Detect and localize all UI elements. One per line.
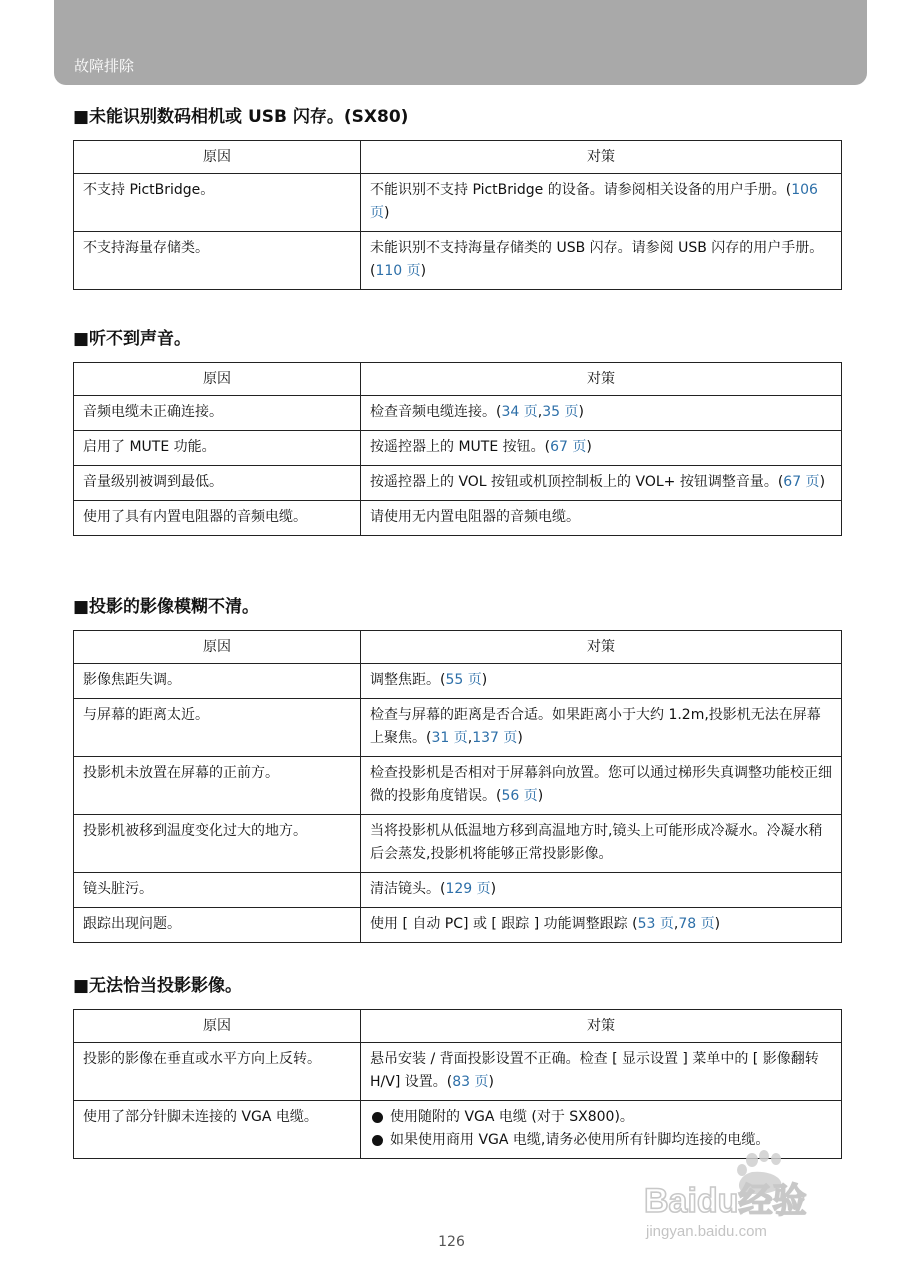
section-title: ■未能识别数码相机或 USB 闪存。(SX80) (73, 107, 409, 127)
section-no-sound (73, 326, 842, 536)
page-link[interactable]: 34 页 (501, 404, 538, 420)
baidu-watermark (640, 1150, 860, 1245)
header-cause: 原因 (74, 1010, 361, 1043)
cause-cell: 跟踪出现问题。 (74, 908, 361, 943)
page-link[interactable]: 53 页 (637, 916, 674, 932)
bullet-list (370, 1106, 833, 1152)
cause-cell: 不支持海量存储类。 (74, 232, 361, 290)
page-link[interactable]: 106 页 (370, 182, 818, 221)
table-row (74, 815, 842, 873)
page-link[interactable]: 67 页 (783, 474, 820, 490)
page-link[interactable]: 78 页 (678, 916, 715, 932)
table-row (74, 396, 842, 431)
header-action: 对策 (361, 363, 842, 396)
table-row (74, 1043, 842, 1101)
page-link[interactable]: 129 页 (445, 881, 491, 897)
page-link[interactable]: 110 页 (375, 263, 421, 279)
section-improper-projection (73, 973, 842, 1159)
table-row (74, 174, 842, 232)
cause-cell: 投影的影像在垂直或水平方向上反转。 (74, 1043, 361, 1101)
action-cell: 清洁镜头。(129 页) (361, 873, 842, 908)
action-cell: 调整焦距。(55 页) (361, 664, 842, 699)
action-cell: 检查与屏幕的距离是否合适。如果距离小于大约 1.2m,投影机无法在屏幕上聚焦。(31 页,137 页) (361, 699, 842, 757)
table-row (74, 908, 842, 943)
cause-cell: 不支持 PictBridge。 (74, 174, 361, 232)
section-blurry (73, 594, 842, 943)
troubleshoot-table (73, 1009, 842, 1159)
cause-cell: 投影机被移到温度变化过大的地方。 (74, 815, 361, 873)
table-row (74, 466, 842, 501)
page-link[interactable]: 137 页 (472, 730, 518, 746)
action-cell: 检查音频电缆连接。(34 页,35 页) (361, 396, 842, 431)
page-link[interactable]: 56 页 (501, 788, 538, 804)
table-header-row (74, 631, 842, 664)
action-cell: 按遥控器上的 MUTE 按钮。(67 页) (361, 431, 842, 466)
section-title: ■投影的影像模糊不清。 (73, 597, 260, 617)
cause-cell: 启用了 MUTE 功能。 (74, 431, 361, 466)
table-row (74, 873, 842, 908)
cause-cell: 使用了具有内置电阻器的音频电缆。 (74, 501, 361, 536)
cause-cell: 音量级别被调到最低。 (74, 466, 361, 501)
header-action: 对策 (361, 631, 842, 664)
cause-cell: 镜头脏污。 (74, 873, 361, 908)
page-link[interactable]: 67 页 (550, 439, 587, 455)
action-cell: 使用 [ 自动 PC] 或 [ 跟踪 ] 功能调整跟踪 (53 页,78 页) (361, 908, 842, 943)
table-header-row (74, 141, 842, 174)
page-link[interactable]: 83 页 (452, 1074, 489, 1090)
page-link[interactable]: 55 页 (445, 672, 482, 688)
table-row (74, 664, 842, 699)
header-bar (54, 0, 867, 85)
section-title: ■无法恰当投影影像。 (73, 976, 243, 996)
header-cause: 原因 (74, 141, 361, 174)
action-cell: 未能识别不支持海量存储类的 USB 闪存。请参阅 USB 闪存的用户手册。(110 页) (361, 232, 842, 290)
cause-cell: 投影机未放置在屏幕的正前方。 (74, 757, 361, 815)
troubleshoot-table (73, 362, 842, 536)
troubleshoot-table (73, 140, 842, 290)
table-header-row (74, 1010, 842, 1043)
action-cell: 不能识别不支持 PictBridge 的设备。请参阅相关设备的用户手册。(106 页) (361, 174, 842, 232)
header-cause: 原因 (74, 631, 361, 664)
page-link[interactable]: 35 页 (542, 404, 579, 420)
troubleshoot-table (73, 630, 842, 943)
header-action: 对策 (361, 141, 842, 174)
page-link[interactable]: 31 页 (431, 730, 468, 746)
action-cell: 当将投影机从低温地方移到高温地方时,镜头上可能形成冷凝水。冷凝水稍后会蒸发,投影机将能够正常投影影像。 (361, 815, 842, 873)
cause-cell: 使用了部分针脚未连接的 VGA 电缆。 (74, 1101, 361, 1159)
cause-cell: 影像焦距失调。 (74, 664, 361, 699)
action-cell: 请使用无内置电阻器的音频电缆。 (361, 501, 842, 536)
watermark-url: jingyan.baidu.com (646, 1223, 767, 1240)
action-cell: 按遥控器上的 VOL 按钮或机顶控制板上的 VOL+ 按钮调整音量。(67 页) (361, 466, 842, 501)
section-title: ■听不到声音。 (73, 329, 192, 349)
table-row (74, 232, 842, 290)
cause-cell: 音频电缆未正确连接。 (74, 396, 361, 431)
header-label: 故障排除 (74, 57, 135, 75)
action-cell: 检查投影机是否相对于屏幕斜向放置。您可以通过梯形失真调整功能校正细微的投影角度错误。(56 页) (361, 757, 842, 815)
table-header-row (74, 363, 842, 396)
table-row (74, 501, 842, 536)
header-action: 对策 (361, 1010, 842, 1043)
watermark-brand: Baidu经验 (644, 1182, 807, 1220)
list-item: 如果使用商用 VGA 电缆,请务必使用所有针脚均连接的电缆。 (370, 1129, 833, 1152)
bullet-icon (372, 1112, 383, 1123)
action-cell: 悬吊安装 / 背面投影设置不正确。检查 [ 显示设置 ] 菜单中的 [ 影像翻转 H/V] 设置。(83 页) (361, 1043, 842, 1101)
page-number: 126 (438, 1234, 465, 1250)
list-item: 使用随附的 VGA 电缆 (对于 SX800)。 (370, 1106, 833, 1129)
table-row (74, 757, 842, 815)
bullet-icon (372, 1135, 383, 1146)
table-row (74, 431, 842, 466)
table-row (74, 699, 842, 757)
header-cause: 原因 (74, 363, 361, 396)
section-usb (73, 104, 842, 290)
cause-cell: 与屏幕的距离太近。 (74, 699, 361, 757)
